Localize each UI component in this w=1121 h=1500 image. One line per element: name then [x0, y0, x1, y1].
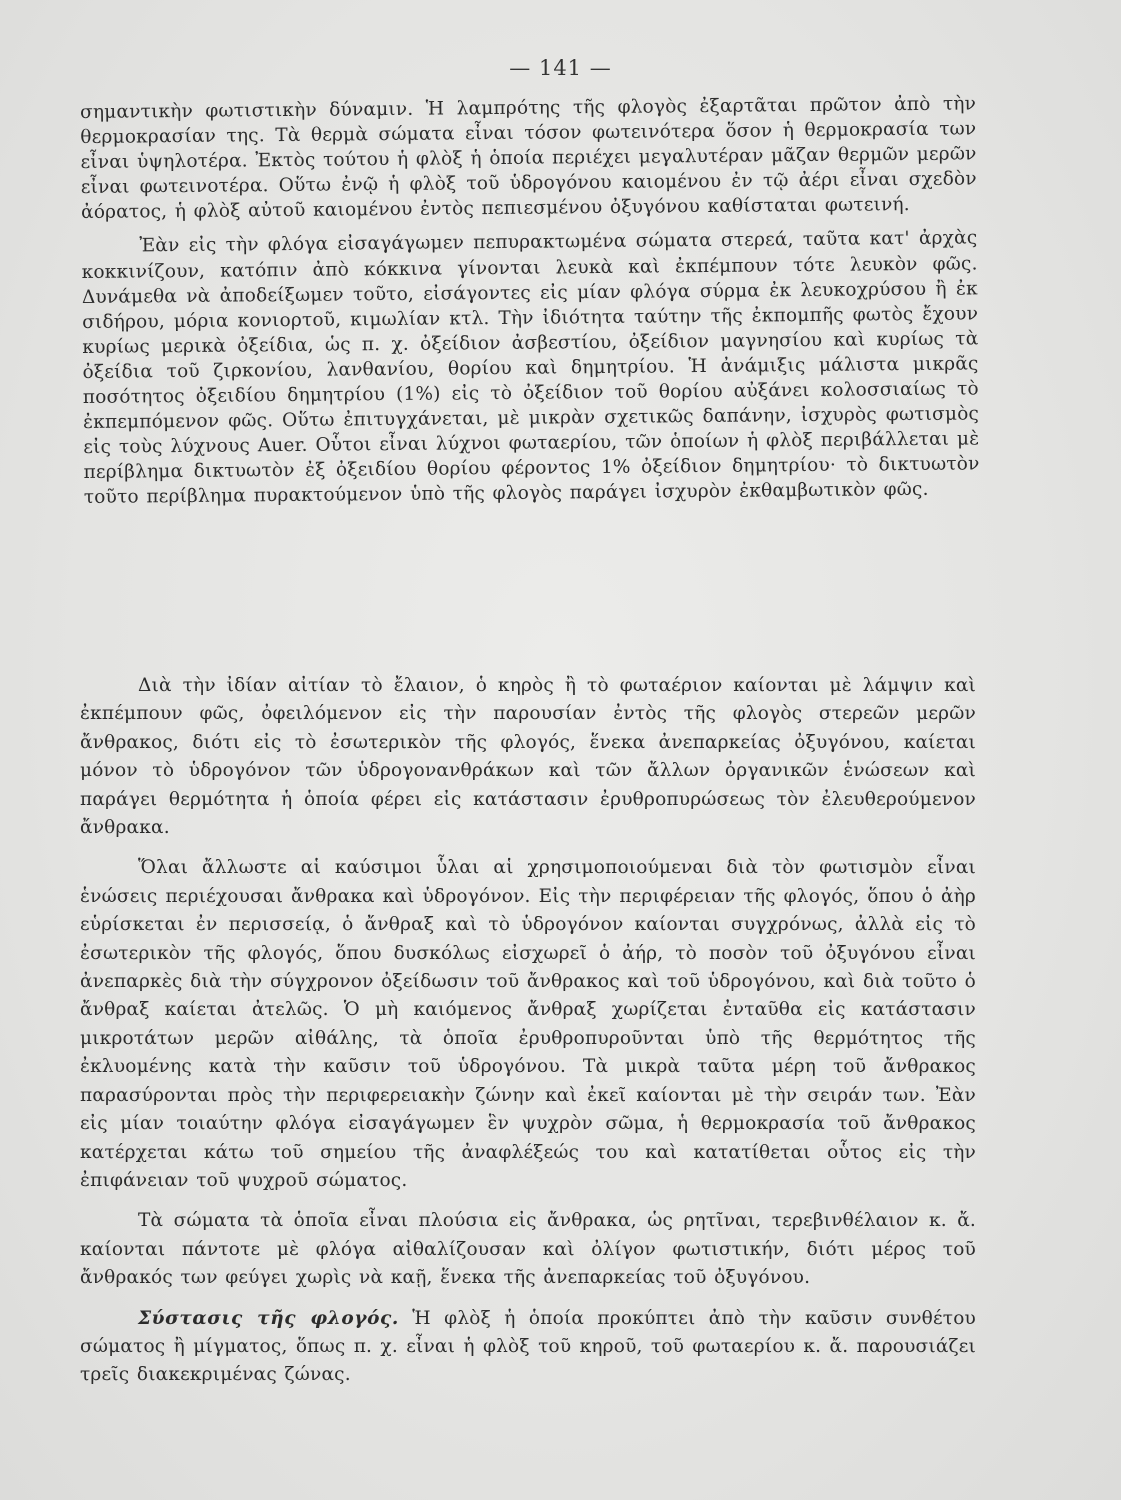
section-text: Ἡ φλὸξ ἡ ὁποία προκύπτει ἀπὸ τὴν καῦσιν συνθέτου σώματος ἢ μίγματος, ὅπως π. χ. εἶναι ἡ φλὸξ τοῦ κηροῦ, τοῦ φωταερίου κ. ἄ. παρουσιάζει τρεῖς διακεκριμένας ζώνας. — [80, 1307, 976, 1386]
paragraph-flame-composition — [80, 1305, 976, 1390]
page-number: — 141 — — [509, 56, 612, 80]
paragraph-fuels-carbon-hydrogen: Ὅλαι ἄλλωστε αἱ καύσιμοι ὗλαι αἱ χρησιμοποιούμεναι διὰ τὸν φωτισμὸν εἶναι ἑνώσεις περιέχουσαι ἄνθρακα καὶ ὑδρογόνον. Εἰς τὴν περιφέρειαν τῆς φλογός, ὅπου ὁ ἀὴρ εὑρίσκεται ἐν περισσείᾳ, ὁ ἄνθραξ καὶ τὸ ὑδρογόνον καίονται συγχρόνως, ἀλλὰ εἰς τὸ ἐσωτερικὸν τῆς φλογός, ὅπου δυσκόλως εἰσχωρεῖ ὁ ἀήρ, τὸ ποσὸν τοῦ ὀξυγόνου εἶναι ἀνεπαρκὲς διὰ τὴν σύγχρονον ὀξείδωσιν τοῦ ἄνθρακος καὶ τοῦ ὑδρογόνου, καὶ διὰ τοῦτο ὁ ἄνθραξ καίεται ἀτελῶς. Ὁ μὴ καιόμενος ἄνθραξ χωρίζεται ἐνταῦθα εἰς κατάστασιν μικροτάτων μερῶν αἰθάλης, τὰ ὁποῖα ἐρυθροπυροῦνται ὑπὸ τῆς θερμότητος τῆς ἐκλυομένης κατὰ τὴν καῦσιν τοῦ ὑδρογόνου. Τὰ μικρὰ ταῦτα μέρη τοῦ ἄνθρακος παρασύρονται πρὸς τὴν περιφερειακὴν ζώνην καὶ ἐκεῖ καίονται μὲ τὴν σειράν των. Ἐὰν εἰς μίαν τοιαύτην φλόγα εἰσαγάγωμεν ἓν ψυχρὸν σῶμα, ἡ θερμοκρασία τοῦ ἄνθρακος κατέρχεται κάτω τοῦ σημείου τῆς ἀναφλέξεώς του καὶ κατατίθεται οὗτος εἰς τὴν ἐπιφάνειαν τοῦ ψυχροῦ σώματος. — [80, 857, 976, 1191]
paragraph-continuation: σημαντικὴν φωτιστικὴν δύναμιν. Ἡ λαμπρότης τῆς φλογὸς ἐξαρτᾶται πρῶτον ἀπὸ τὴν θερμοκρασίαν της. Τὰ θερμὰ σώματα εἶναι τόσον φωτεινότερα ὅσον ἡ θερμοκρασία των εἶναι ὑψηλοτέρα. Ἐκτὸς τούτου ἡ φλὸξ ἡ ὁποία περιέχει μεγαλυτέραν μᾶζαν θερμῶν μερῶν εἶναι φωτεινοτέρα. Οὕτω ἐνῷ ἡ φλὸξ τοῦ ὑδρογόνου καιομένου ἐν τῷ ἀέρι εἶναι σχεδὸν ἀόρατος, ἡ φλὸξ αὐτοῦ καιομένου ἐντὸς πεπιεσμένου ὀξυγόνου καθίσταται φωτεινή. — [80, 93, 977, 224]
lower-text-block — [80, 672, 976, 1402]
paragraph-carbon-rich-bodies: Τὰ σώματα τὰ ὁποῖα εἶναι πλούσια εἰς ἄνθρακα, ὡς ρητῖναι, τερεβινθέλαιον κ. ἄ. καίονται πάντοτε μὲ φλόγα αἰθαλίζουσαν καὶ ὀλίγον φωτιστικήν, διότι μέρος τοῦ ἄνθρακός των φεύγει χωρὶς νὰ καῇ, ἕνεκα τῆς ἀνεπαρκείας τοῦ ὀξυγόνου. — [80, 1210, 976, 1289]
paragraph-incandescent-solids: Ἐὰν εἰς τὴν φλόγα εἰσαγάγωμεν πεπυρακτωμένα σώματα στερεά, ταῦτα κατ' ἀρχὰς κοκκινίζουν, κατόπιν ἀπὸ κόκκινα γίνονται λευκὰ καὶ ἐκπέμπουν τότε λευκὸν φῶς. Δυνάμεθα νὰ ἀποδείξωμεν τοῦτο, εἰσάγοντες εἰς μίαν φλόγα σύρμα ἐκ λευκοχρύσου ἢ ἐκ σιδήρου, μόρια κονιορτοῦ, κιμωλίαν κτλ. Τὴν ἰδιότητα ταύτην τῆς ἐκπομπῆς φωτὸς ἔχουν κυρίως μερικὰ ὀξείδια, ὡς π. χ. ὀξείδιον ἀσβεστίου, ὀξείδιον μαγνησίου καὶ κυρίως τὰ ὀξείδια τοῦ ζιρκονίου, λανθανίου, θορίου καὶ δημητρίου. Ἡ ἀνάμιξις μάλιστα μικρᾶς ποσότητος ὀξειδίου δημητρίου (1%) εἰς τὸ ὀξείδιον τοῦ θορίου αὐξάνει κολοσσιαίως τὸ ἐκπεμπόμενον φῶς. Οὕτω ἐπιτυγχάνεται, μὲ μικρὰν σχετικῶς δαπάνην, ἰσχυρὸς φωτισμὸς εἰς τοὺς λύχνους Auer. Οὗτοι εἶναι λύχνοι φωταερίου, τῶν ὁποίων ἡ φλὸξ περιβάλλεται μὲ περίβλημα δικτυωτὸν ἐξ ὀξειδίου θορίου φέροντος 1% ὀξείδιον δημητρίου· τὸ δικτυωτὸν τοῦτο περίβλημα πυρακτούμενον ὑπὸ τῆς φλογὸς παράγει ἰσχυρὸν ἐκθαμβωτικὸν φῶς. — [81, 227, 980, 509]
section-heading: Σύστασις τῆς φλογός. — [138, 1307, 399, 1329]
upper-text-block — [80, 91, 980, 519]
paragraph-oil-wax-gas: Διὰ τὴν ἰδίαν αἰτίαν τὸ ἔλαιον, ὁ κηρὸς ἢ τὸ φωταέριον καίονται μὲ λάμψιν καὶ ἐκπέμπουν φῶς, ὀφειλόμενον εἰς τὴν παρουσίαν ἐντὸς τῆς φλογὸς στερεῶν μερῶν ἄνθρακος, διότι εἰς τὸ ἐσωτερικὸν τῆς φλογός, ἕνεκα ἀνεπαρκείας ὀξυγόνου, καίεται μόνον τὸ ὑδρογόνον τῶν ὑδρογονανθράκων καὶ τῶν ἄλλων ὀργανικῶν ἑνώσεων καὶ παράγει θερμότητα ἡ ὁποία φέρει εἰς κατάστασιν ἐρυθροπυρώσεως τὸν ἐλευθερούμενον ἄνθρακα. — [80, 675, 976, 839]
